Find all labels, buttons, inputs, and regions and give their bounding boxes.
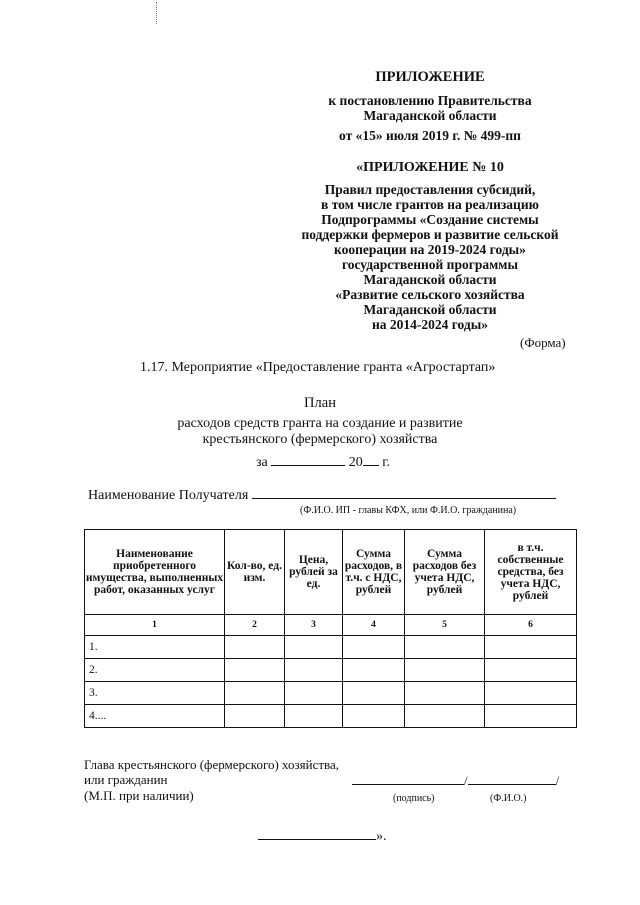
- table-cell[interactable]: [225, 636, 285, 659]
- table-cell[interactable]: [485, 659, 577, 682]
- col-header-item: Наименование приобретенного имущества, выполненных работ, оказанных услуг: [85, 530, 225, 615]
- period-prefix: за: [256, 455, 268, 470]
- row-label: 1.: [85, 636, 225, 659]
- table-row: [85, 636, 577, 659]
- col-number: 6: [485, 615, 577, 636]
- row-label: 2.: [85, 659, 225, 682]
- table-cell[interactable]: [225, 659, 285, 682]
- col-number: 5: [405, 615, 485, 636]
- plan-subtitle-2: крестьянского (фермерского) хозяйства: [202, 432, 438, 447]
- table-cell[interactable]: [405, 659, 485, 682]
- table-row: [85, 682, 577, 705]
- head-line-2: или гражданин: [84, 772, 168, 787]
- table-cell[interactable]: [405, 705, 485, 728]
- closing-blank[interactable]: [258, 826, 376, 840]
- to-decree-line-1: к постановлению Правительства: [328, 93, 532, 108]
- recipient-line: [88, 485, 556, 504]
- signature-hint: (подпись): [393, 793, 435, 804]
- table-cell[interactable]: [405, 682, 485, 705]
- col-header-price: Цена, рублей за ед.: [285, 530, 343, 615]
- rules-line: государственной программы: [341, 257, 519, 272]
- period-suffix: г.: [382, 455, 390, 470]
- to-decree-line-2: Магаданской области: [363, 108, 497, 123]
- rules-line: Подпрограммы «Создание системы: [321, 212, 539, 227]
- table-cell[interactable]: [405, 636, 485, 659]
- signature-blank[interactable]: [352, 771, 464, 785]
- period-blank[interactable]: [271, 452, 345, 466]
- recipient-blank[interactable]: [252, 485, 556, 499]
- scan-mark: [156, 2, 159, 24]
- table-cell[interactable]: [343, 636, 405, 659]
- table-cell[interactable]: [285, 705, 343, 728]
- table-cell[interactable]: [285, 682, 343, 705]
- rules-line: Магаданской области: [363, 272, 497, 287]
- rules-line: Правил предоставления субсидий,: [324, 182, 536, 197]
- rules-line: «Развитие сельского хозяйства: [335, 287, 525, 302]
- rules-line: поддержки фермеров и развитие сельской: [301, 227, 559, 242]
- row-label: 3.: [85, 682, 225, 705]
- table-cell[interactable]: [343, 659, 405, 682]
- signature-line: / /: [352, 771, 559, 789]
- row-label: 4....: [85, 705, 225, 728]
- col-header-sum-no-vat: Сумма расходов без учета НДС, рублей: [405, 530, 485, 615]
- column-number-row: [85, 615, 577, 636]
- table-cell[interactable]: [225, 682, 285, 705]
- col-number: 2: [225, 615, 285, 636]
- table-header-row: [85, 530, 577, 615]
- col-number: 4: [343, 615, 405, 636]
- table-cell[interactable]: [343, 705, 405, 728]
- head-line-1: Глава крестьянского (фермерского) хозяйства,: [84, 757, 340, 772]
- period-year: 20: [348, 455, 363, 470]
- plan-table: [84, 529, 577, 728]
- decree-date: от «15» июля 2019 г. № 499-пп: [339, 128, 521, 143]
- plan-title: План: [304, 395, 336, 411]
- col-header-qty: Кол-во, ед. изм.: [225, 530, 285, 615]
- table-cell[interactable]: [485, 705, 577, 728]
- recipient-hint: (Ф.И.О. ИП - главы КФХ, или Ф.И.О. гражданина): [300, 505, 517, 516]
- plan-subtitle-1: расходов средств гранта на создание и развитие: [177, 416, 463, 431]
- table-row: [85, 659, 577, 682]
- table-cell[interactable]: [485, 682, 577, 705]
- rules-line: кооперации на 2019-2024 годы»: [334, 242, 526, 257]
- rules-line: в том числе грантов на реализацию: [321, 197, 539, 212]
- table-cell[interactable]: [285, 659, 343, 682]
- rules-line: на 2014-2024 годы»: [371, 317, 489, 332]
- table-cell[interactable]: [343, 682, 405, 705]
- year-blank[interactable]: [363, 452, 379, 466]
- appendix-title: ПРИЛОЖЕНИЕ: [375, 69, 485, 85]
- table-cell[interactable]: [285, 636, 343, 659]
- head-line-3: (М.П. при наличии): [84, 788, 194, 803]
- closing-line: [258, 826, 387, 845]
- name-blank[interactable]: [468, 771, 556, 785]
- appendix-number: «ПРИЛОЖЕНИЕ № 10: [356, 160, 504, 175]
- closing-mark: ».: [376, 829, 387, 844]
- table-cell[interactable]: [225, 705, 285, 728]
- table-row: [85, 705, 577, 728]
- period-line: [256, 452, 390, 471]
- col-header-own-funds: в т.ч. собственные средства, без учета НДС, рублей: [485, 530, 577, 615]
- name-hint: (Ф.И.О.): [490, 793, 527, 804]
- rules-line: Магаданской области: [363, 302, 497, 317]
- form-label: (Форма): [520, 335, 566, 350]
- col-number: 3: [285, 615, 343, 636]
- measure-line: 1.17. Мероприятие «Предоставление гранта «Агростартап»: [140, 360, 496, 375]
- col-number: 1: [85, 615, 225, 636]
- col-header-sum-vat: Сумма расходов, в т.ч. с НДС, рублей: [343, 530, 405, 615]
- table-cell[interactable]: [485, 636, 577, 659]
- recipient-label: Наименование Получателя: [88, 488, 249, 503]
